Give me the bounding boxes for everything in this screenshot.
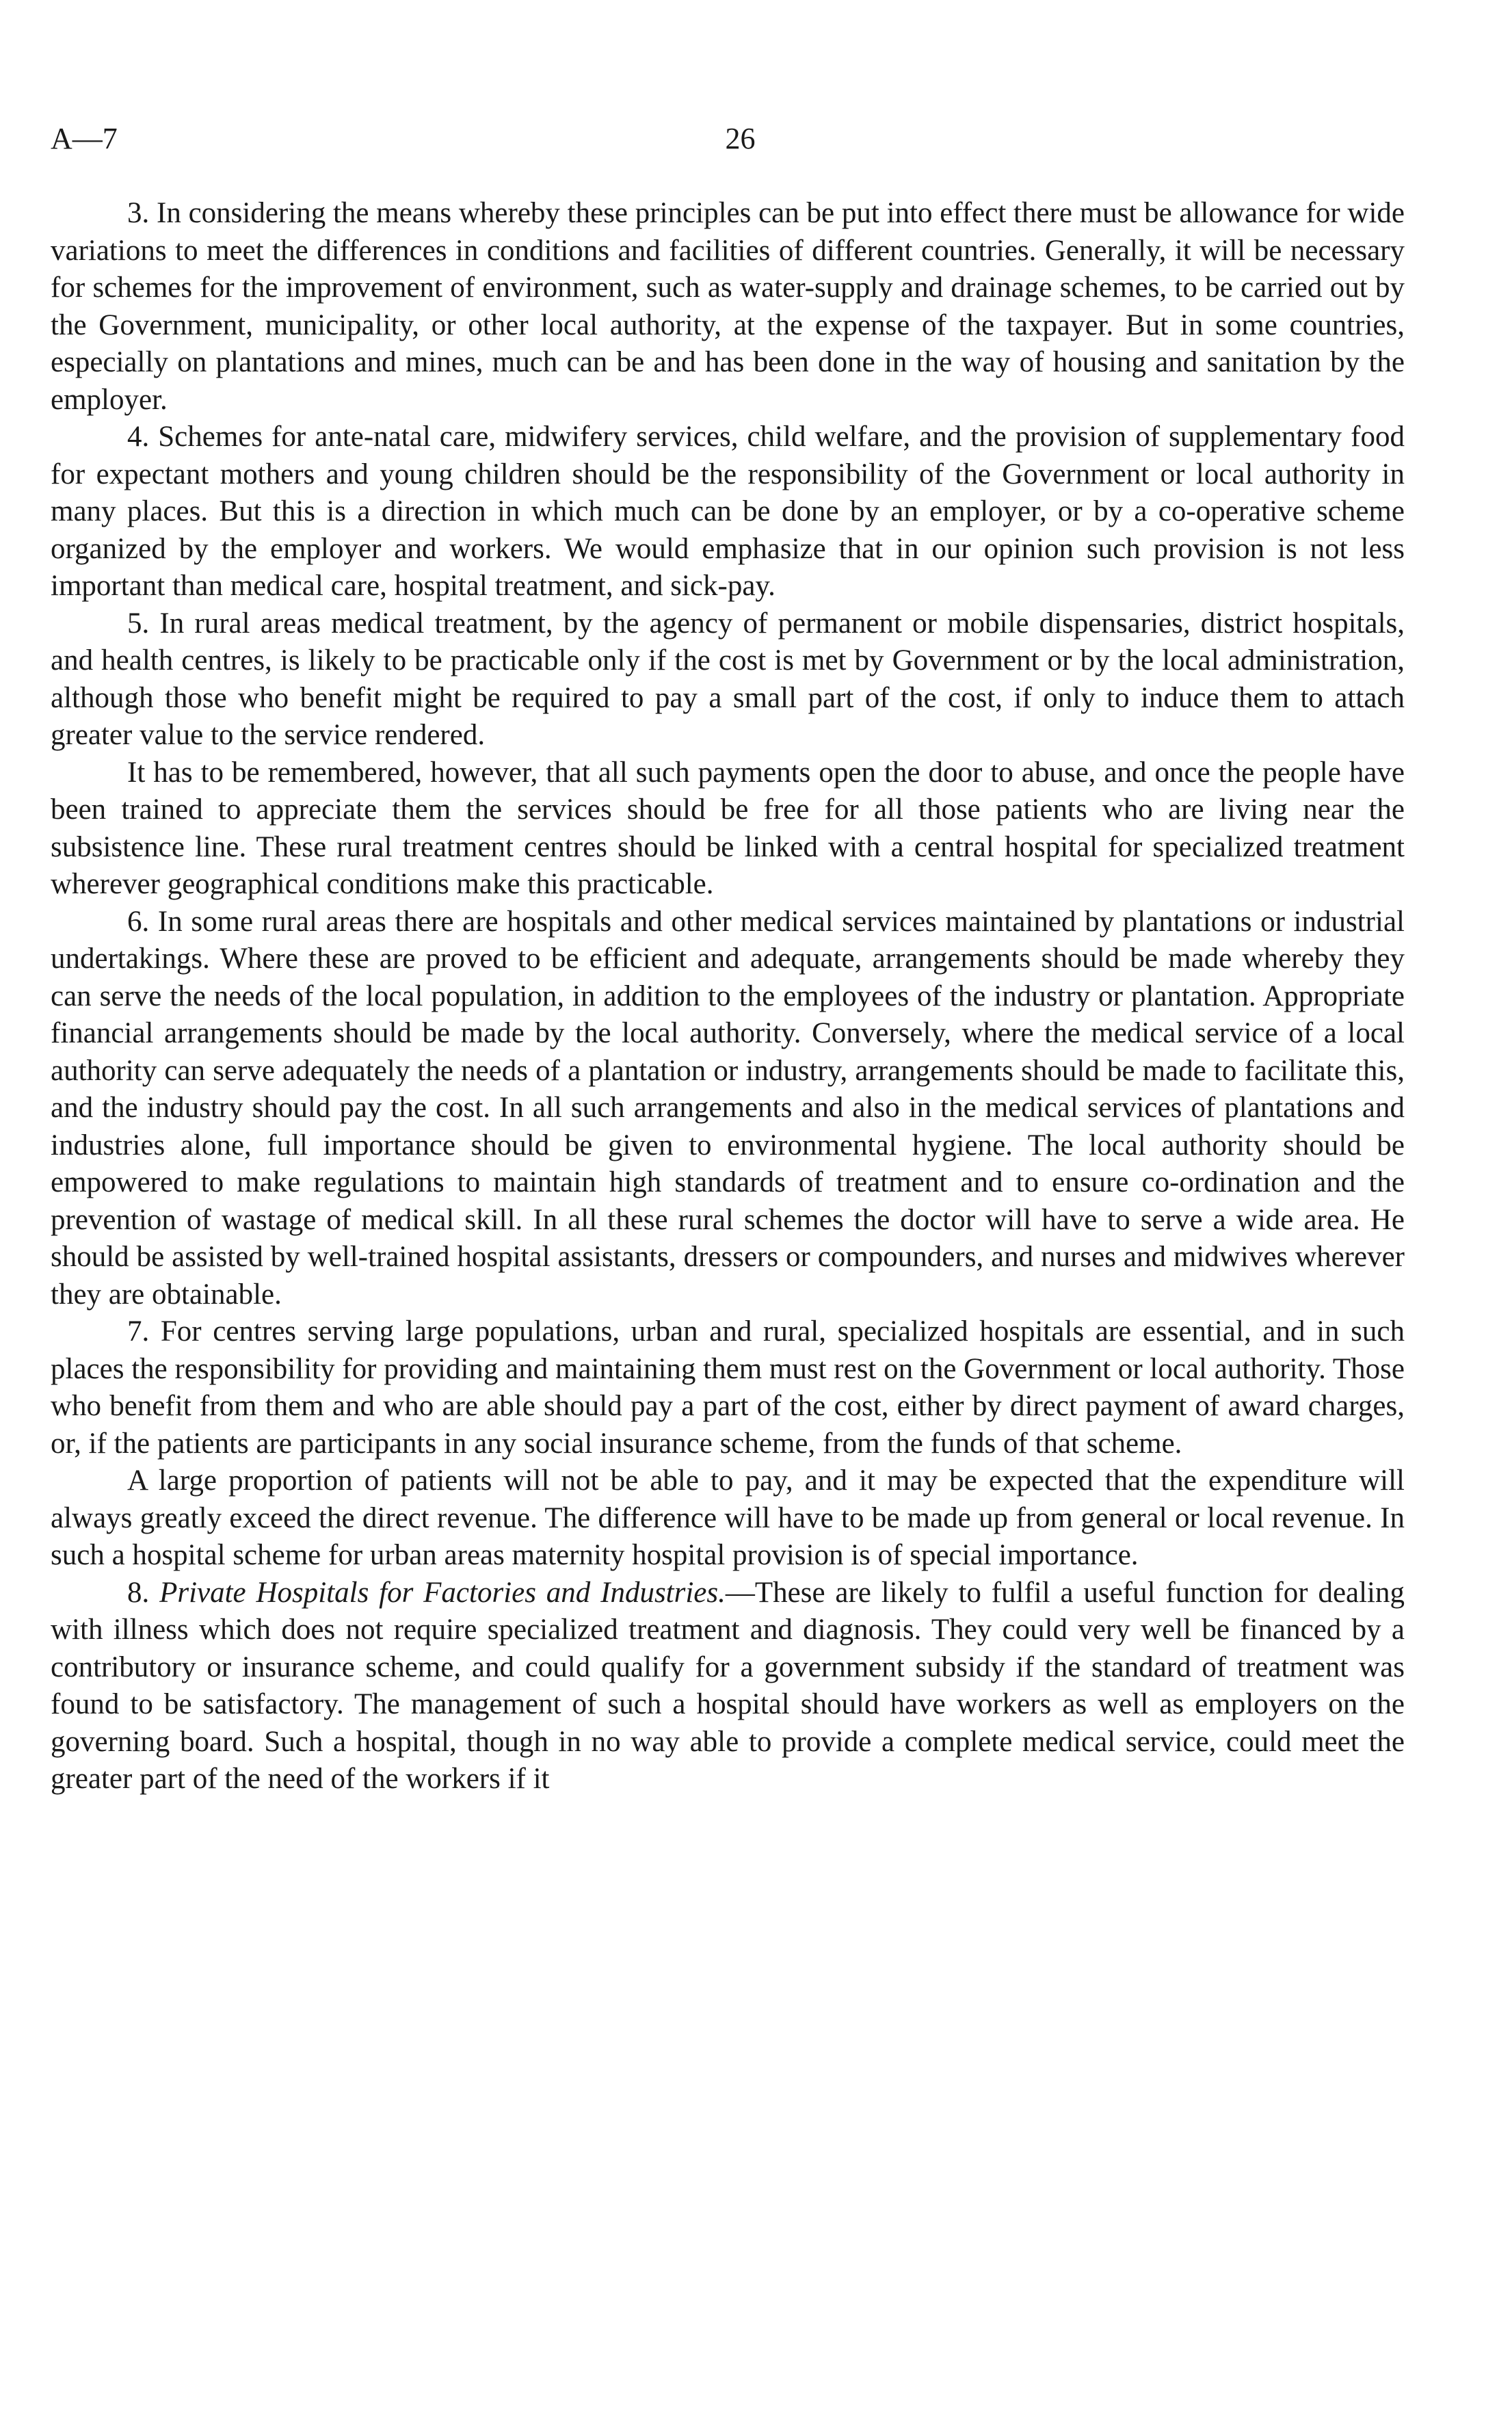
paragraph-4: 4. Schemes for ante-natal care, midwifery services, child welfare, and the provision of supplementary food for expectant mothers and young children should be the responsibility of the Government or local authority in many places. But this is a direction in which much can be done by an employer, or by a co-operative scheme organized by the employer and workers. We would emphasize that in our opinion such provision is not less important than medical care, hospital treatment, and sick-pay. (51, 421, 1405, 602)
paragraph-5-continued: It has to be remembered, however, that all such payments open the door to abuse, and once the people have been trained to appreciate them the services should be free for all those patients who are living near the subsistence line. These rural treatment centres should be linked with a central hospital for specialized treatment wherever geographical conditions make this practicable. (51, 756, 1405, 900)
paragraph-8 (51, 1575, 1405, 1798)
document-reference: A—7 (51, 122, 118, 155)
paragraph-7: 7. For centres serving large populations, urban and rural, specialized hospitals are essential, and in such places the responsibility for providing and maintaining them must rest on the Government or local authority. Those who benefit from them and who are able should pay a part of the cost, either by direct payment of award charges, or, if the patients are participants in any social insurance scheme, from the funds of that scheme. (51, 1315, 1405, 1460)
paragraph-6: 6. In some rural areas there are hospitals and other medical services maintained by plantations or industrial undertakings. Where these are proved to be efficient and adequate, arrangements should be made whereby they can serve the needs of the local population, in addition to the employees of the industry or plantation. Appropriate financial arrangements should be made by the local authority. Conversely, where the medical service of a local authority can serve adequately the needs of a plantation or industry, arrangements should be made to facilitate this, and the industry should pay the cost. In all such arrangements and also in the medical services of plantations and industries alone, full importance should be given to environmental hygiene. The local authority should be empowered to make regulations to maintain high standards of treatment and to ensure co-ordination and the prevention of wastage of medical skill. In all these rural schemes the doctor will have to serve a wide area. He should be assisted by well-trained hospital assistants, dressers or compounders, and nurses and midwives wherever they are obtainable. (51, 905, 1405, 1311)
paragraph-7-continued: A large proportion of patients will not be able to pay, and it may be expected that the expenditure will always greatly exceed the direct revenue. The difference will have to be made up from general or local revenue. In such a hospital scheme for urban areas maternity hospital provision is of special importance. (51, 1464, 1405, 1571)
page-header (51, 115, 1430, 163)
page-number: 26 (725, 122, 756, 155)
paragraph-8-heading: Private Hospitals for Factories and Industries. (159, 1576, 726, 1609)
paragraph-8-number: 8. (127, 1576, 150, 1609)
paragraph-5: 5. In rural areas medical treatment, by the agency of permanent or mobile dispensaries, district hospitals, and health centres, is likely to be practicable only if the cost is met by Government or by the local administration, although those who benefit might be required to pay a small part of the cost, if only to induce them to attach greater value to the service rendered. (51, 607, 1405, 751)
body-text (51, 195, 1405, 1798)
paragraph-8-text: —These are likely to fulfil a useful function for dealing with illness which does not require specialized treatment and diagnosis. They could very well be financed by a contributory or insurance scheme, and could qualify for a government subsidy if the standard of treatment was found to be satisfactory. The management of such a hospital should have workers as well as employers on the governing board. Such a hospital, though in no way able to provide a complete medical service, could meet the greater part of the need of the workers if it (51, 1576, 1405, 1795)
paragraph-3: 3. In considering the means whereby these principles can be put into effect there must be allowance for wide variations to meet the differences in conditions and facilities of different countries. Generally, it will be necessary for schemes for the improvement of environment, such as water-supply and drainage schemes, to be carried out by the Government, municipality, or other local authority, at the expense of the taxpayer. But in some countries, especially on plantations and mines, much can be and has been done in the way of housing and sanitation by the employer. (51, 197, 1405, 416)
